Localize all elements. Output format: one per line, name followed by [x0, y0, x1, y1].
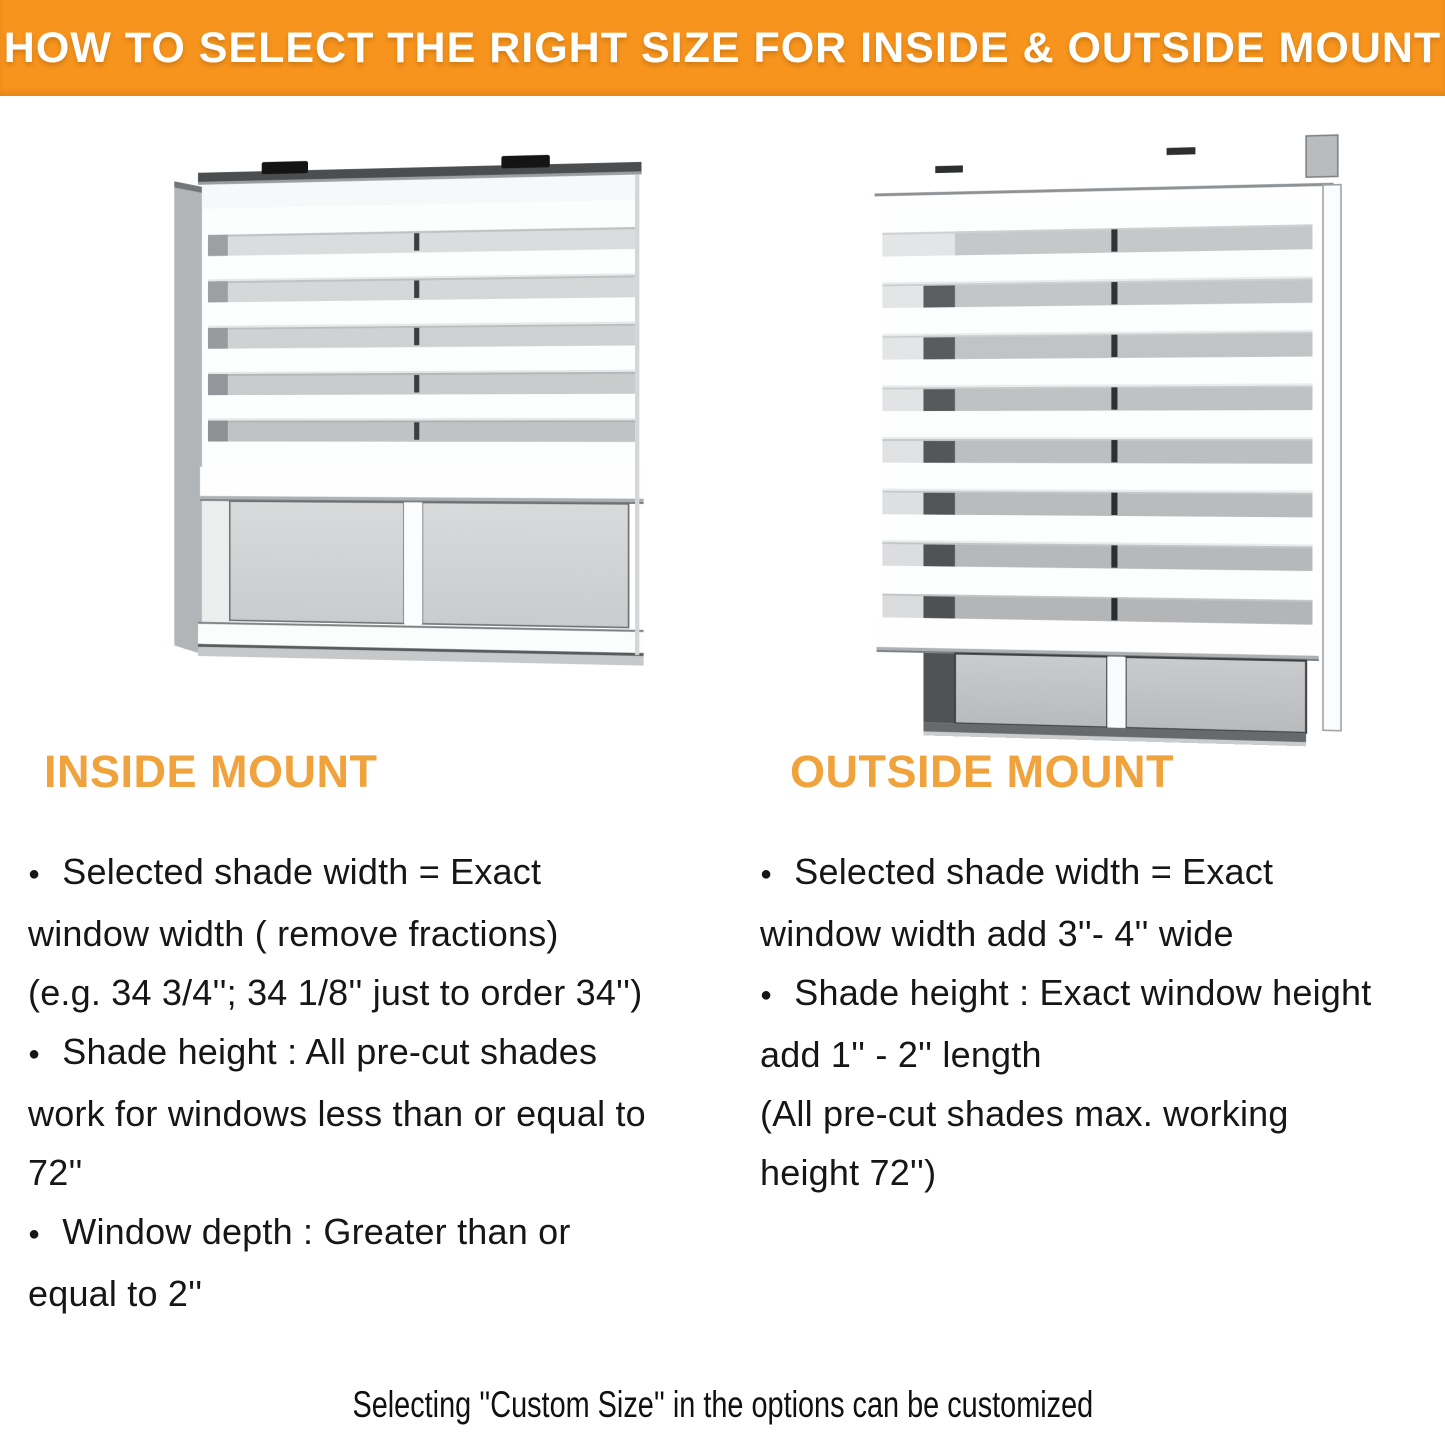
outside-mount-instructions: [750, 842, 1445, 1202]
bullet-icon: ●: [760, 863, 773, 885]
banner: [0, 0, 1445, 96]
inside-mount-window-graphic: [159, 138, 674, 722]
instruction-line: window width add 3''- 4'' wide: [760, 913, 1234, 954]
custom-size-note: Selecting ''Custom Size'' in the options can be customized: [352, 1384, 1093, 1425]
instruction-line: equal to 2'': [28, 1273, 203, 1314]
instruction-line: height 72''): [760, 1152, 937, 1193]
instruction-line: add 1'' - 2'' length: [760, 1034, 1042, 1075]
instruction-line: (All pre-cut shades max. working: [760, 1093, 1289, 1134]
outside-mount-section: [750, 746, 1445, 1202]
banner-title: HOW TO SELECT THE RIGHT SIZE FOR INSIDE & OUTSIDE MOUNT: [3, 23, 1442, 72]
outside-mount-window-graphic: [861, 125, 1391, 748]
instruction-line: (e.g. 34 3/4''; 34 1/8'' just to order 34''): [28, 972, 643, 1013]
instruction-line: work for windows less than or equal to: [28, 1093, 646, 1134]
instruction-line: 72'': [28, 1152, 83, 1193]
inside-mount-instructions: [18, 842, 713, 1323]
inside-mount-heading: INSIDE MOUNT: [44, 746, 378, 797]
instruction-line: ● Window depth : Greater than or: [28, 1202, 713, 1264]
instruction-line: ● Shade height : Exact window height: [760, 963, 1445, 1025]
inside-mount-section: [18, 746, 713, 1323]
footer: [0, 1382, 1445, 1432]
instruction-line: ● Shade height : All pre-cut shades: [28, 1022, 713, 1084]
outside-mount-illustration: [852, 133, 1387, 741]
outside-mount-heading: OUTSIDE MOUNT: [790, 746, 1174, 797]
instruction-line: ● Selected shade width = Exact: [760, 842, 1445, 904]
inside-mount-illustration: [150, 145, 670, 715]
bullet-icon: ●: [28, 1043, 41, 1065]
instruction-line: ● Selected shade width = Exact: [28, 842, 713, 904]
bullet-icon: ●: [760, 984, 773, 1006]
instruction-line: window width ( remove fractions): [28, 913, 559, 954]
bullet-icon: ●: [28, 863, 41, 885]
bullet-icon: ●: [28, 1223, 41, 1245]
